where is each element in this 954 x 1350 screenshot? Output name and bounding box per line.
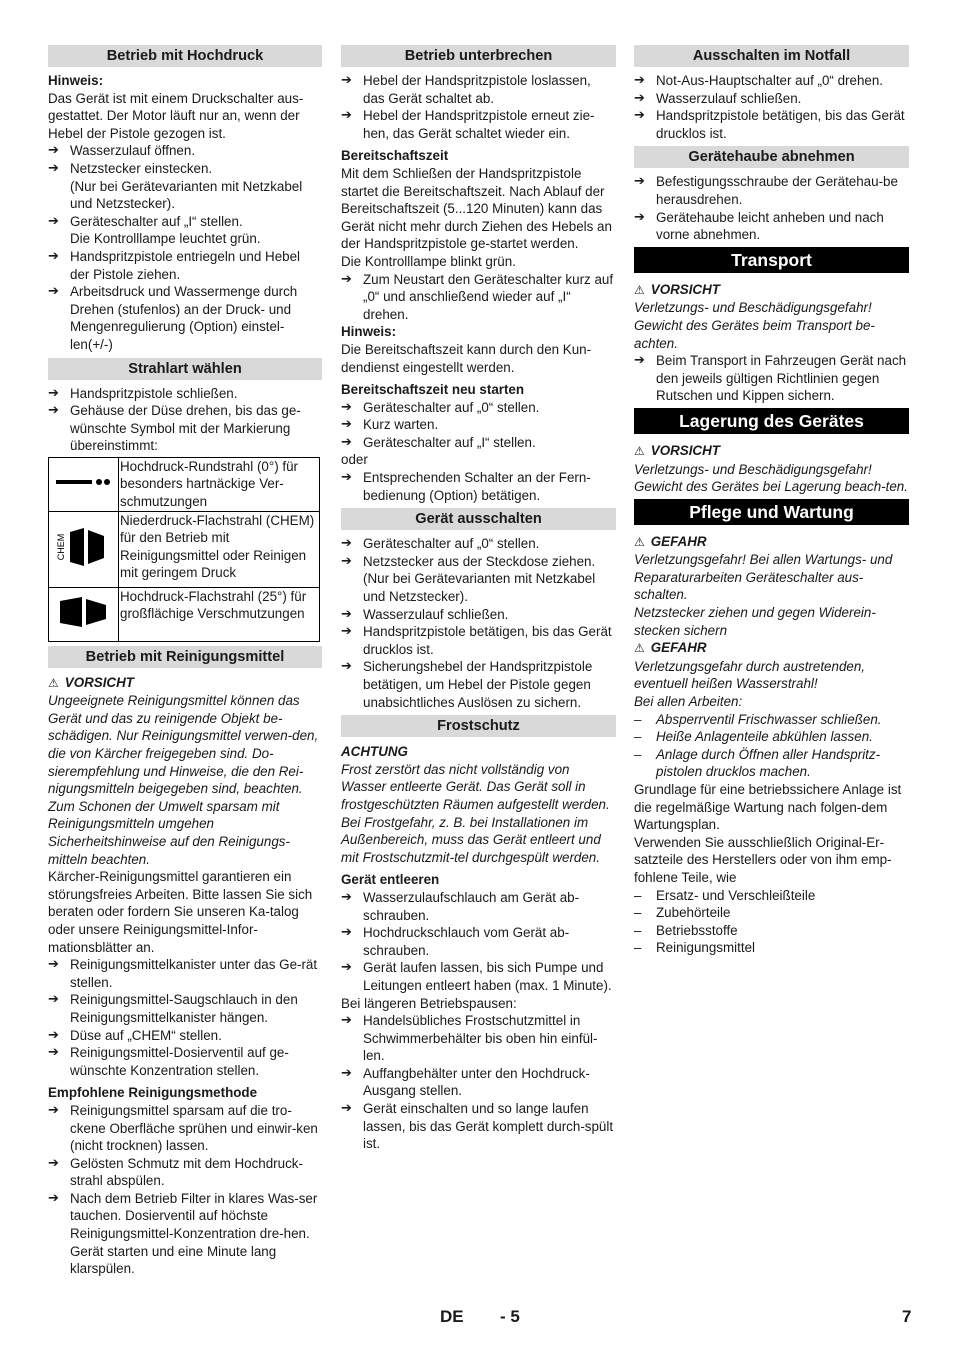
paragraph: Kärcher-Reinigungsmittel garantieren ein störungsfreies Arbeiten. Bitte lassen Sie sich beraten oder fordern Sie unseren Ka-talog oder unsere Reinigungsmittel-Infor-mationsblätter an. — [48, 869, 313, 955]
step: ➔ Reinigungsmittel sparsam auf die tro-ckene Oberfläche sprühen und einwir-ken (nicht trocknen) lassen. — [48, 1102, 322, 1155]
step: ➔ Geräteschalter auf „0“ stellen. — [341, 399, 616, 417]
step: ➔ Auffangbehälter unter den Hochdruck-Ausgang stellen. — [341, 1065, 616, 1100]
danger-text: Netzstecker ziehen und gegen Widerein-stecken sichern — [634, 605, 876, 638]
paragraph: Bei längeren Betriebspausen: — [341, 995, 517, 1011]
list-item: – Reinigungsmittel — [634, 939, 909, 957]
list-item: – Ersatz- und Verschleißteile — [634, 887, 909, 905]
paragraph: Die Kontrolllampe blinkt grün. — [341, 253, 516, 269]
note-text: Die Bereitschaftszeit kann durch den Kun-dendienst eingestellt werden. — [341, 341, 592, 375]
step: ➔ Geräteschalter auf „0“ stellen. — [341, 535, 616, 553]
step: ➔ Wasserzulaufschlauch am Gerät ab-schrauben. — [341, 889, 616, 924]
step: ➔ Wasserzulauf öffnen. — [48, 142, 322, 160]
step: ➔ Arbeitsdruck und Wassermenge durch Drehen (stufenlos) an der Druck- und Mengenregulierung (Option) einstel-len(+/-) — [48, 283, 322, 353]
step: ➔ Gehäuse der Düse drehen, bis das ge-wünschte Symbol mit der Markierung übereinstimmt: — [48, 402, 322, 455]
step: ➔ Handspritzpistole schließen. — [48, 385, 322, 403]
footer-language: DE — [440, 1307, 464, 1326]
heading-strahlart: Strahlart wählen — [48, 358, 322, 380]
step: ➔ Netzstecker aus der Steckdose ziehen. (Nur bei Gerätevarianten mit Netzkabel und Netzstecker). — [341, 553, 616, 606]
step: ➔ Hebel der Handspritzpistole erneut zie-hen, das Gerät schaltet wieder ein. — [341, 107, 616, 142]
danger-text: Bei allen Arbeiten: — [634, 694, 743, 710]
step: ➔ Zum Neustart den Geräteschalter kurz auf „0“ und anschließend wieder auf „I“ drehen. — [341, 271, 616, 324]
chem-label: CHEM — [55, 533, 66, 561]
nozzle-row — [49, 457, 320, 511]
nozzle-table — [48, 457, 320, 642]
paragraph: Verwenden Sie ausschließlich Original-Er-satzteile des Herstellers oder von ihm emp-fohlene Teile, wie — [634, 834, 892, 885]
nozzle-row — [49, 511, 320, 587]
step: ➔ Düse auf „CHEM“ stellen. — [48, 1027, 322, 1045]
heading-betrieb-unterbrechen: Betrieb unterbrechen — [341, 45, 616, 67]
warning-icon: ⚠ — [48, 675, 59, 690]
nozzle-desc: Niederdruck-Flachstrahl (CHEM) für den Betrieb mit Reinigungsmittel oder Reinigen mit geringem Druck — [119, 511, 320, 587]
step: ➔ Geräteschalter auf „I“ stellen. — [341, 434, 616, 452]
step: ➔ Handspritzpistole betätigen, bis das Gerät drucklos ist. — [634, 107, 909, 142]
round-jet-icon — [49, 457, 119, 511]
step: ➔ Gelösten Schmutz mit dem Hochdruck-strahl abspülen. — [48, 1155, 322, 1190]
heading-geraetehaube: Gerätehaube abnehmen — [634, 146, 909, 168]
step-detail: Die Kontrolllampe leuchtet grün. — [70, 231, 261, 247]
step: ➔ Kurz warten. — [341, 416, 616, 434]
notice-heading: ACHTUNG — [341, 744, 408, 760]
step: ➔ Reinigungsmittel-Saugschlauch in den Reinigungsmittelkanister hängen. — [48, 991, 322, 1026]
step: ➔ Reinigungsmittelkanister unter das Ge-rät stellen. — [48, 956, 322, 991]
step: ➔ Handelsübliches Frostschutzmittel in Schwimmerbehälter bis oben hin einfül-len. — [341, 1012, 616, 1065]
subheading-bereitschaftszeit: Bereitschaftszeit — [341, 148, 449, 164]
list-item: – Betriebsstoffe — [634, 922, 909, 940]
step: ➔ Wasserzulauf schließen. — [634, 90, 909, 108]
chem-flat-jet-icon — [49, 511, 119, 587]
or-text: oder — [341, 452, 368, 468]
column-2 — [341, 45, 616, 1153]
step-detail: (Nur bei Gerätevarianten mit Netzkabel und Netzstecker). — [70, 178, 303, 212]
caution-text: Verletzungs- und Beschädigungsgefahr! Gewicht des Gerätes beim Transport be-achten. — [634, 300, 875, 351]
notice-text: Frost zerstört das nicht vollständig von Wasser entleerte Gerät. Das Gerät soll in frostgeschützten Räumen aufgestellt werden. Bei Frostgefahr, z. B. bei Installationen im Außenbereich, muss das Gerät entleert und mit Frostschutzmit-tel durchgespült werden. — [341, 761, 610, 865]
flat-jet-icon — [49, 587, 119, 641]
caution-text: Ungeeignete Reinigungsmittel können das Gerät und das zu reinigende Objekt be-schädigen. Nur Reinigungsmittel verwen-den, die von Kärcher freigegeben sind. Do-sierempfehlung und Hinweise, die den Rei-nigungsmitteln beigegeben sind, beachten. Zum Schonen der Umwelt sparsam mit Reinigungsmitteln umgehen Sicherheitshinweise auf den Reinigungs-mitteln beachten. — [48, 693, 319, 867]
danger-text: Verletzungsgefahr! Bei allen Wartungs- und Reparaturarbeiten Geräteschalter aus-schalten. — [634, 552, 893, 603]
heading-notfall: Ausschalten im Notfall — [634, 45, 909, 67]
list-item: – Zubehörteile — [634, 904, 909, 922]
step: ➔ Hebel der Handspritzpistole loslassen, das Gerät schaltet ab. — [341, 72, 616, 107]
step: ➔ Sicherungshebel der Handspritzpistole betätigen, um Hebel der Pistole gegen unabsichtliches Auslösen zu sichern. — [341, 658, 616, 711]
warning-icon: ⚠ — [634, 282, 645, 297]
warning-icon: ⚠ — [634, 443, 645, 458]
step: ➔ Reinigungsmittel-Dosierventil auf ge-wünschte Konzentration stellen. — [48, 1044, 322, 1079]
caution-text: Verletzungs- und Beschädigungsgefahr! Gewicht des Gerätes bei Lagerung beach-ten. — [634, 461, 908, 495]
step: ➔ Gerätehaube leicht anheben und nach vorne abnehmen. — [634, 209, 909, 244]
step: ➔ Hochdruckschlauch vom Gerät ab-schrauben. — [341, 924, 616, 959]
danger-heading: ⚠ GEFAHR — [634, 533, 707, 549]
section-lagerung: Lagerung des Gerätes — [634, 408, 909, 434]
subheading-neu-starten: Bereitschaftszeit neu starten — [341, 382, 525, 398]
step: ➔ Handspritzpistole betätigen, bis das Gerät drucklos ist. — [341, 623, 616, 658]
nozzle-row — [49, 587, 320, 641]
step: ➔ Beim Transport in Fahrzeugen Gerät nach den jeweils gültigen Richtlinien gegen Rutschen und Kippen sichern. — [634, 352, 909, 405]
footer-page-sub: - 5 — [500, 1307, 520, 1326]
column-1 — [48, 45, 322, 1278]
warning-icon: ⚠ — [634, 641, 645, 656]
step: ➔ Entsprechenden Schalter an der Fern-bedienung (Option) betätigen. — [341, 469, 616, 504]
caution-heading: ⚠ VORSICHT — [48, 674, 134, 690]
heading-betrieb-hochdruck: Betrieb mit Hochdruck — [48, 45, 322, 67]
danger-heading: ⚠ GEFAHR — [634, 640, 707, 656]
step: ➔ Wasserzulauf schließen. — [341, 606, 616, 624]
caution-heading: ⚠ VORSICHT — [634, 281, 720, 297]
step: ➔ Not-Aus-Hauptschalter auf „0“ drehen. — [634, 72, 909, 90]
paragraph: Grundlage für eine betriebssichere Anlage ist die regelmäßige Wartung nach folgen-dem Wartungsplan. — [634, 782, 902, 833]
section-transport: Transport — [634, 247, 909, 273]
caution-heading: ⚠ VORSICHT — [634, 442, 720, 458]
note-label: Hinweis: — [48, 73, 104, 88]
step: ➔ Handspritzpistole entriegeln und Hebel der Pistole ziehen. — [48, 248, 322, 283]
list-item: – Absperrventil Frischwasser schließen. — [634, 711, 909, 729]
heading-frostschutz: Frostschutz — [341, 715, 616, 737]
step: ➔ Nach dem Betrieb Filter in klares Was-ser tauchen. Dosierventil auf höchste Reinigungsmittel-Konzentration dre-hen. Gerät starten und eine Minute lang klarspülen. — [48, 1190, 322, 1278]
nozzle-desc: Hochdruck-Rundstrahl (0°) für besonders hartnäckige Ver-schmutzungen — [119, 457, 320, 511]
heading-reinigungsmittel: Betrieb mit Reinigungsmittel — [48, 646, 322, 668]
list-item: – Heiße Anlagenteile abkühlen lassen. — [634, 728, 909, 746]
paragraph: Mit dem Schließen der Handspritzpistole startet die Bereitschaftszeit. Nach Ablauf der Bereitschaftszeit (5...120 Minuten) kann das Gerät nicht mehr durch Ziehen des Hebels an der Handspritzpistole ge-startet werden. — [341, 165, 612, 252]
list-item: – Anlage durch Öffnen aller Handspritz-pistolen drucklos machen. — [634, 746, 909, 781]
heading-geraet-ausschalten: Gerät ausschalten — [341, 508, 616, 530]
warning-icon: ⚠ — [634, 534, 645, 549]
step: ➔ Befestigungsschraube der Gerätehau-be herausdrehen. — [634, 173, 909, 208]
footer-page-number: 7 — [902, 1307, 912, 1326]
subheading-empfohlene-methode: Empfohlene Reinigungsmethode — [48, 1085, 258, 1101]
note-label: Hinweis: — [341, 324, 397, 340]
step: ➔ Gerät laufen lassen, bis sich Pumpe und Leitungen entleert haben (max. 1 Minute). — [341, 959, 616, 994]
subheading-entleeren: Gerät entleeren — [341, 872, 440, 888]
nozzle-desc: Hochdruck-Flachstrahl (25°) für großflächige Verschmutzungen — [119, 587, 320, 641]
step: ➔ Gerät einschalten und so lange laufen lassen, bis das Gerät komplett durch-spült ist. — [341, 1100, 616, 1153]
column-3 — [634, 45, 909, 957]
step: ➔ Geräteschalter auf „I“ stellen. — [48, 213, 322, 231]
section-pflege: Pflege und Wartung — [634, 499, 909, 525]
step: ➔ Netzstecker einstecken. — [48, 160, 322, 178]
note-text: Das Gerät ist mit einem Druckschalter aus-gestattet. Der Motor läuft nur an, wenn der Hebel der Pistole gezogen ist. — [48, 90, 304, 141]
danger-text: Verletzungsgefahr durch austretenden, eventuell heißen Wasserstrahl! — [634, 658, 866, 692]
